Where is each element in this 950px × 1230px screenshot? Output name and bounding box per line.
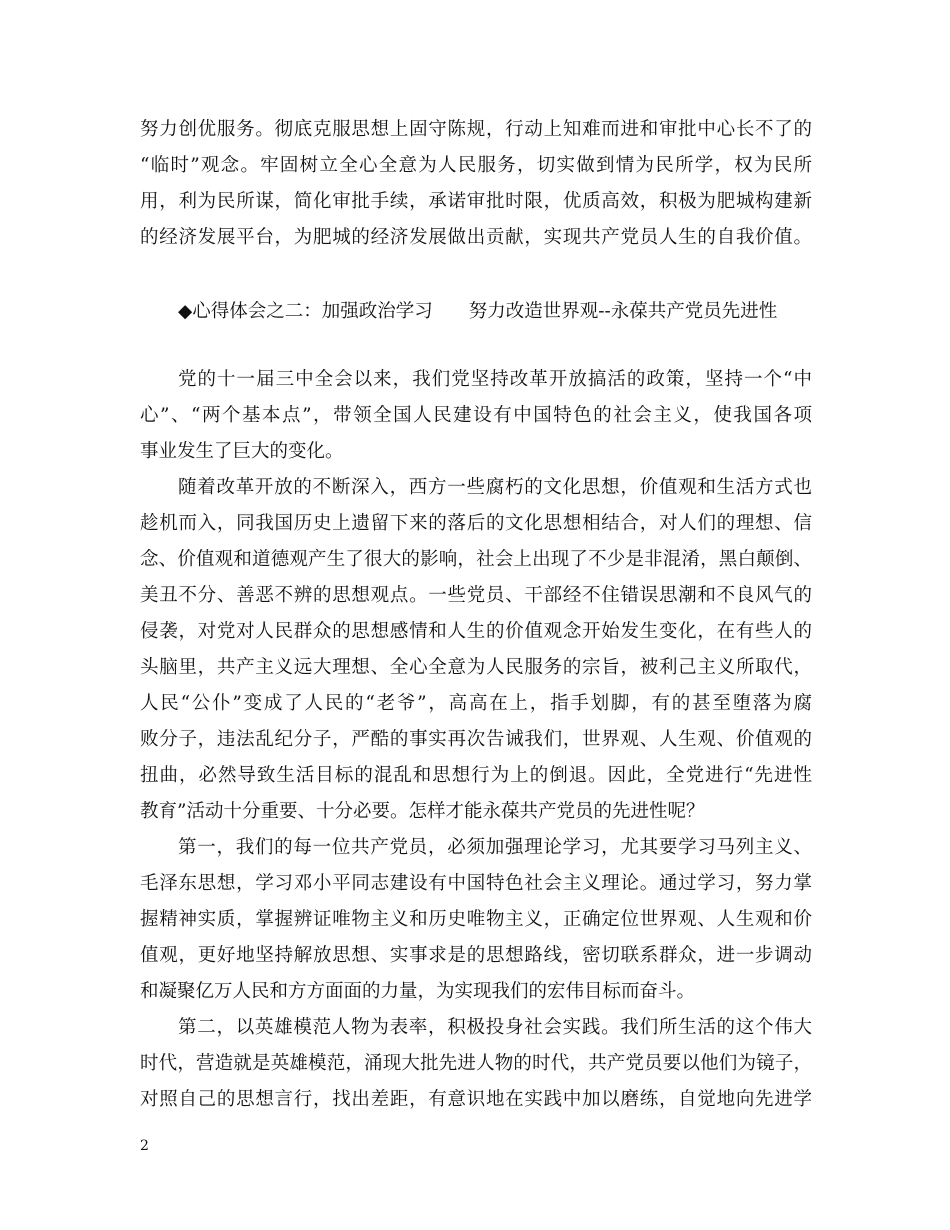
text-line: 人民“公仆”变成了人民的“老爷”，高高在上，指手划脚，有的甚至堕落为腐 (140, 693, 812, 714)
paragraph-3 (140, 470, 812, 830)
text-line: 对照自己的思想言行，找出差距，有意识地在实践中加以磨练，自觉地向先进学 (140, 1089, 812, 1110)
text-line: 第二，以英雄模范人物为表率，积极投身社会实践。我们所生活的这个伟大 (178, 1017, 812, 1038)
text-line: 心”、“两个基本点”，带领全国人民建设有中国特色的社会主义，使我国各项 (140, 405, 812, 426)
text-line: 念、价值观和道德观产生了很大的影响，社会上出现了不少是非混淆，黑白颠倒、 (140, 549, 812, 570)
text-line: 美丑不分、善恶不辨的思想观点。一些党员、干部经不住错误思潮和不良风气的 (140, 585, 812, 606)
text-line: 侵袭，对党对人民群众的思想感情和人生的价值观念开始发生变化，在有些人的 (140, 621, 812, 642)
text-line: “临时”观念。牢固树立全心全意为人民服务，切实做到情为民所学，权为民所 (140, 155, 812, 176)
text-line: 趁机而入，同我国历史上遗留下来的落后的文化思想相结合，对人们的理想、信 (140, 513, 812, 534)
text-line: 头脑里，共产主义远大理想、全心全意为人民服务的宗旨，被利己主义所取代， (140, 657, 812, 678)
text-line: 毛泽东思想，学习邓小平同志建设有中国特色社会主义理论。通过学习，努力掌 (140, 873, 812, 894)
paragraph-4 (140, 830, 812, 1010)
text-line: 党的十一届三中全会以来，我们党坚持改革开放搞活的政策，坚持一个“中 (178, 369, 812, 390)
paragraph-2 (140, 362, 812, 470)
paragraph-5 (140, 1010, 812, 1118)
paragraph-1 (140, 112, 812, 256)
text-line: 扭曲，必然导致生活目标的混乱和思想行为上的倒退。因此，全党进行“先进性 (140, 765, 812, 786)
page-number: 2 (140, 1138, 149, 1154)
text-line: 败分子，违法乱纪分子，严酷的事实再次告诫我们，世界观、人生观、价值观的 (140, 729, 812, 750)
section-heading (178, 294, 777, 330)
text-line: 和凝聚亿万人民和方方面面的力量，为实现我们的宏伟目标而奋斗。 (140, 981, 696, 1002)
text-line: 用，利为民所谋，简化审批手续，承诺审批时限，优质高效，积极为肥城构建新 (140, 191, 812, 212)
section-heading-title: ◆心得体会之二：加强政治学习 (178, 301, 433, 322)
text-line: 努力创优服务。彻底克服思想上固守陈规，行动上知难而进和审批中心长不了的 (140, 119, 812, 140)
text-line: 教育”活动十分重要、十分必要。怎样才能永葆共产党员的先进性呢？ (140, 801, 705, 822)
text-line: 随着改革开放的不断深入，西方一些腐朽的文化思想，价值观和生活方式也 (178, 477, 812, 498)
section-heading-subtitle: 努力改造世界观--永葆共产党员先进性 (468, 301, 778, 322)
text-line: 的经济发展平台，为肥城的经济发展做出贡献，实现共产党员人生的自我价值。 (140, 227, 812, 248)
text-line: 事业发生了巨大的变化。 (140, 441, 344, 462)
text-line: 时代，营造就是英雄模范，涌现大批先进人物的时代，共产党员要以他们为镜子， (140, 1053, 812, 1074)
text-line: 第一，我们的每一位共产党员，必须加强理论学习，尤其要学习马列主义、 (178, 837, 812, 858)
text-line: 握精神实质，掌握辨证唯物主义和历史唯物主义，正确定位世界观、人生观和价 (140, 909, 812, 930)
text-line: 值观，更好地坚持解放思想、实事求是的思想路线，密切联系群众，进一步调动 (140, 945, 812, 966)
